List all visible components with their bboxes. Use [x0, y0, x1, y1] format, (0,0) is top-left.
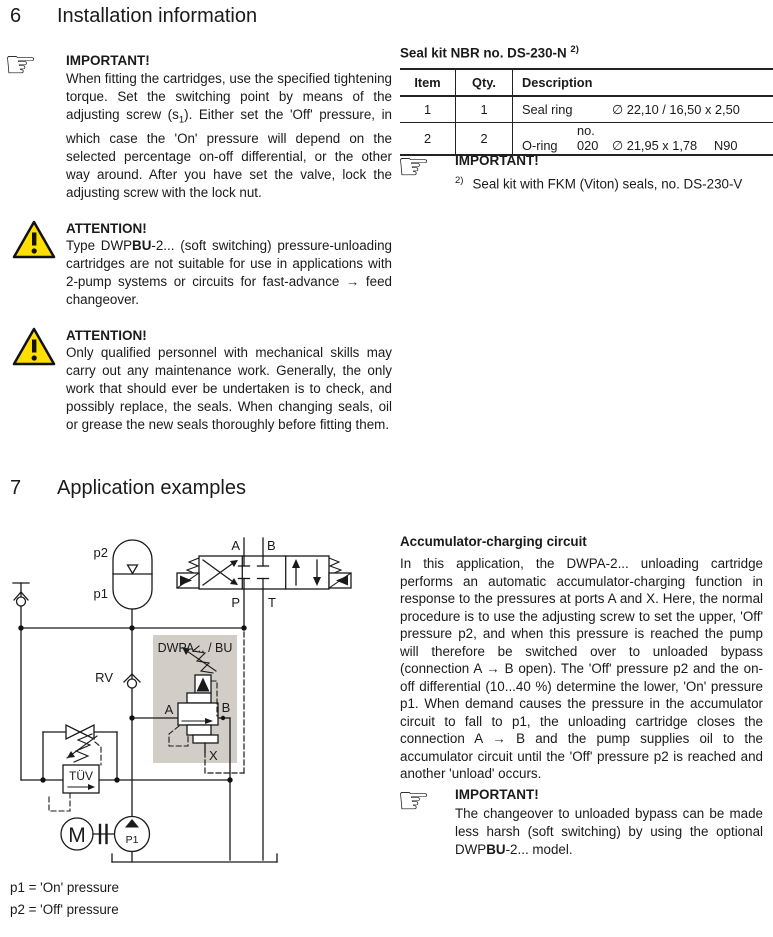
important3-text-pre: The changeover to unloaded bypass can be made less harsh (soft switching) by using the optional DWP [455, 806, 763, 857]
valve-spring-right [329, 558, 341, 574]
footnote-marker: 2) [455, 175, 464, 186]
attention1-body [66, 237, 392, 309]
cell-item: 2 [400, 123, 456, 156]
label-tuv: TÜV [69, 769, 93, 783]
section-6-heading [10, 5, 257, 28]
label-cartridge-b: B [221, 700, 231, 715]
cell-description [513, 96, 773, 123]
important3-title: IMPORTANT! [455, 787, 539, 802]
attention2-body: Only qualified personnel with mechanical skills may carry out any maintenance work. Generally, the only work that should ever be undertaken is to check, and possibly replace, the seals. When changing seals, oil or grease the new seals thoroughly before fitting them. [66, 345, 392, 432]
section-7-number: 7 [10, 477, 22, 499]
exclamation-bar [32, 340, 36, 353]
important3-body [455, 805, 763, 859]
part-name: Seal ring [522, 101, 573, 117]
cell-qty: 1 [456, 96, 513, 123]
exclamation-dot [32, 248, 37, 253]
important1-body [66, 70, 392, 202]
label-cartridge-x: X [209, 748, 218, 763]
label-motor: M [68, 824, 86, 847]
cell-description [513, 123, 773, 156]
label-port-p: P [231, 595, 240, 610]
label-p1: p1 [93, 586, 108, 601]
valve-spring-left [187, 558, 199, 574]
table-row [400, 123, 773, 156]
caption-p2: p2 = 'Off' pressure [10, 902, 119, 917]
important2-title: IMPORTANT! [455, 153, 539, 168]
table-header-row [400, 69, 773, 96]
seal-kit-title [400, 44, 579, 60]
section-7-heading [10, 477, 246, 500]
label-port-a: A [231, 538, 240, 553]
table-row [400, 96, 773, 123]
caption-p1: p1 = 'On' pressure [10, 880, 119, 895]
warning-triangle-icon [12, 327, 56, 367]
part-grade: N90 [714, 138, 738, 153]
col-header-description: Description [513, 69, 773, 96]
hydraulic-circuit-diagram [0, 530, 392, 880]
label-port-b: B [267, 538, 276, 553]
label-cartridge-a: A [164, 702, 174, 717]
footnote-text: Seal kit with FKM (Viton) seals, no. DS-230-V [472, 176, 743, 192]
important1-text-pre: When fitting the cartridges, use the specified tightening torque. Set the switching point by means of the adjusting screw (s [66, 71, 392, 122]
application-heading: Accumulator-charging circuit [400, 534, 587, 549]
cell-qty: 2 [456, 123, 513, 156]
seal-kit-title-footnote-marker: 2) [570, 44, 579, 55]
part-number: no. 020 [577, 123, 599, 153]
application-body: In this application, the DWPA-2... unloading cartridge performs an automatic accumulator-charging function in response to the pressures at ports A and X. Here, the normal procedure is to use the adjusting screw to set the upper, 'Off' pressure p2, and when this pressure is reached the pump will therefore be switched over to unloaded bypass (connection A → B open). The 'Off' pressure p2 and the on-off differential (10...40 %) determine the lower, 'On' pressure p1. When demand causes the pressure in the accumulator circuit to fall to p1, the unloading cartridge closes the connection A → B and the pump supplies oil to the accumulator circuit until the 'Off' pressure p2 is reached and another 'unload' occurs. [400, 556, 763, 781]
attention1-title: ATTENTION! [66, 221, 147, 236]
pointing-hand-icon: ☞ [397, 146, 431, 187]
attention1-bold: BU [132, 238, 152, 253]
cell-item: 1 [400, 96, 456, 123]
relief-valve-pilot-line [49, 793, 70, 811]
important2-footnote [455, 172, 763, 193]
important3-text-post: -2... model. [505, 842, 573, 857]
section-7-title: Application examples [57, 477, 246, 499]
label-rv: RV [95, 670, 113, 685]
shutoff-valve [66, 725, 80, 739]
attention2-title: ATTENTION! [66, 328, 147, 343]
col-header-qty: Qty. [456, 69, 513, 96]
part-name: O-ring [522, 138, 558, 153]
label-port-t: T [268, 595, 276, 610]
warning-triangle-icon [12, 220, 56, 260]
important1-subscript: 1 [178, 114, 185, 126]
attention1-text-pre: Type DWP [66, 238, 133, 253]
directional-valve-body [199, 556, 329, 589]
important1-text-post: ). Either set the 'Off' pressure, in which case the 'On' pressure will depend on the selected percentage on-off differential, or the other way around. After you have set the valve, lock the adjusting screw with the lock nut. [66, 107, 392, 200]
section-6-title: Installation information [57, 5, 258, 27]
seal-kit-title-text: Seal kit NBR no. DS-230-N [400, 45, 567, 61]
important3-bold: BU [486, 842, 506, 857]
cartridge-main-body [178, 703, 218, 725]
exclamation-bar [32, 233, 36, 246]
col-header-item: Item [400, 69, 456, 96]
important1-title: IMPORTANT! [66, 53, 150, 68]
part-dimensions: ∅ 21,95 x 1,78 [612, 138, 698, 153]
label-p2: p2 [93, 545, 108, 560]
label-pump: P1 [125, 834, 139, 846]
seal-kit-table [400, 68, 773, 156]
exclamation-dot [32, 355, 37, 360]
label-cartridge-type: DWPA... / BU [157, 641, 233, 655]
part-dimensions: ∅ 22,10 / 16,50 x 2,50 [612, 101, 740, 117]
section-6-number: 6 [10, 5, 22, 27]
pointing-hand-icon: ☞ [4, 44, 38, 85]
attention1-text-post: -2... (soft switching) pressure-unloading cartridges are not suitable for use in applications with 2-pump systems or circuits for fast-advance → feed changeover. [66, 238, 392, 307]
pointing-hand-icon: ☞ [397, 780, 431, 821]
relief-valve-spring [74, 734, 92, 762]
